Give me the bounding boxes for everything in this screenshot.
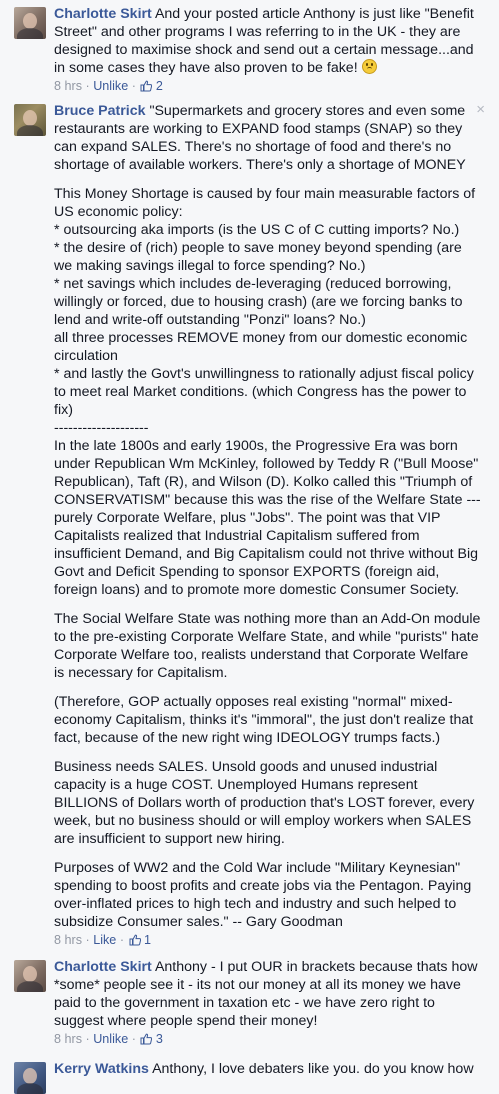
comment-timestamp[interactable]: 8 hrs [54, 1032, 82, 1046]
meta-separator: · [119, 933, 125, 947]
comment-text: Anthony, I love debaters like you. do you know how [152, 1061, 474, 1077]
comment-author[interactable]: Charlotte Skirt [54, 6, 152, 22]
like-count[interactable]: 2 [155, 79, 163, 93]
comment-text: Anthony - I put OUR in brackets because thats how *some* people see it - its not our money at all its money we have paid to the government in taxation etc - we have zero right to suggest where people spend their money! [54, 959, 478, 1029]
comment-author[interactable]: Charlotte Skirt [54, 959, 152, 975]
comment-body [54, 958, 481, 1048]
like-link[interactable]: Like [93, 933, 117, 947]
comment-paragraph: The Social Welfare State was nothing more than an Add-On module to the pre-existing Corporate Welfare State, and while "purists" hate Corporate Welfare too, realists understand that Corporate Welfare is necessary for Capitalism. [54, 611, 481, 681]
comment-paragraph [54, 102, 481, 174]
meta-separator: · [131, 79, 136, 93]
comment-body [54, 5, 481, 93]
like-count[interactable]: 1 [144, 933, 152, 947]
comment [0, 949, 499, 1048]
comment-meta [54, 932, 481, 949]
unlike-link[interactable]: Unlike [93, 79, 129, 93]
comment-body [54, 1060, 481, 1094]
comment [0, 0, 499, 93]
comment-timestamp[interactable]: 8 hrs [54, 79, 82, 93]
comment-text: "Supermarkets and grocery stores and even some restaurants are working to EXPAND food stamps (SNAP) so they can expand SALES. There's no shortage of food and there's no shortage of available workers. There's only a shortage of MONEY [54, 103, 466, 173]
meta-separator: · [131, 1032, 136, 1046]
unlike-link[interactable]: Unlike [93, 1032, 129, 1046]
comment-paragraph: Purposes of WW2 and the Cold War include "Military Keynesian" spending to boost profits and create jobs via the Pentagon. Paying over-inflated prices to high tech and industry and such helped to subsidize Consumer sales." -- Gary Goodman [54, 860, 472, 930]
meta-separator: · [85, 79, 90, 93]
comment-author[interactable]: Kerry Watkins [54, 1061, 149, 1077]
avatar[interactable] [14, 7, 46, 39]
close-icon[interactable]: × [476, 101, 485, 118]
thumbs-up-icon[interactable] [140, 80, 152, 92]
comment-paragraph: (Therefore, GOP actually opposes real existing "normal" mixed-economy Capitalism, thinks it's "immoral", the just don't realize that fact, because of the new right wing IDEOLOGY trumps facts.) [54, 694, 474, 746]
thumbs-up-icon[interactable] [140, 1033, 152, 1045]
comment-timestamp[interactable]: 8 hrs [54, 933, 82, 947]
avatar[interactable] [14, 960, 46, 992]
comment [0, 1048, 499, 1094]
avatar[interactable] [14, 1062, 46, 1094]
thumbs-up-icon[interactable] [129, 934, 141, 946]
comment [0, 93, 499, 949]
comment-paragraph: Business needs SALES. Unsold goods and unused industrial capacity is a huge COST. Unemployed Humans represent BILLIONS of Dollars worth of production that's LOST forever, every week, but no business should or will employ workers when SALES are insufficient to support new hiring. [54, 759, 475, 847]
frown-emoji-icon [362, 59, 377, 74]
like-count[interactable]: 3 [155, 1032, 163, 1046]
avatar[interactable] [14, 104, 46, 136]
meta-separator: · [85, 1032, 90, 1046]
comment-text: And your posted article Anthony is just like "Benefit Street" and other programs I was referring to in the UK - they are designed to maximise shock and send out a certain message...and in some cases they have also proven to be fake! [54, 6, 474, 76]
comment-author[interactable]: Bruce Patrick [54, 103, 146, 119]
comment-body [54, 102, 481, 949]
comment-meta [54, 1031, 481, 1048]
comment-paragraph: This Money Shortage is caused by four main measurable factors of US economic policy: * outsourcing aka imports (is the US C of C cutting imports? No.) * the desire of (rich) people to save money beyond spending (are we making savings illegal to force spending? No.) * net savings which includes de-leveraging (reduced borrowing, willingly or forced, due to housing crash) (are we forcing banks to lend and write-off outstanding "Ponzi" loans? No.) all three processes REMOVE money from our domestic economic circulation * and lastly the Govt's unwillingness to rationally adjust fiscal policy to meet real Market conditions. (which Congress has the power to fix) -------------------- In the late 1800s and early 1900s, the Progressive Era was born under Republican Wm McKinley, followed by Teddy R ("Bull Moose" Republican), Taft (R), and Wilson (D). Kolko called this "Triumph of CONSERVATISM" because this was the rise of the Welfare State --- purely Corporate Welfare, plus "Jobs". The point was that VIP Capitalists realized that Industrial Capitalism suffered from insufficient Demand, and Big Capitalism could not thrive without Big Govt and Deficit Spending to sponsor EXPORTS (foreign aid, foreign loans) and to promote more domestic Consumer Society. [54, 186, 481, 598]
meta-separator: · [85, 933, 90, 947]
